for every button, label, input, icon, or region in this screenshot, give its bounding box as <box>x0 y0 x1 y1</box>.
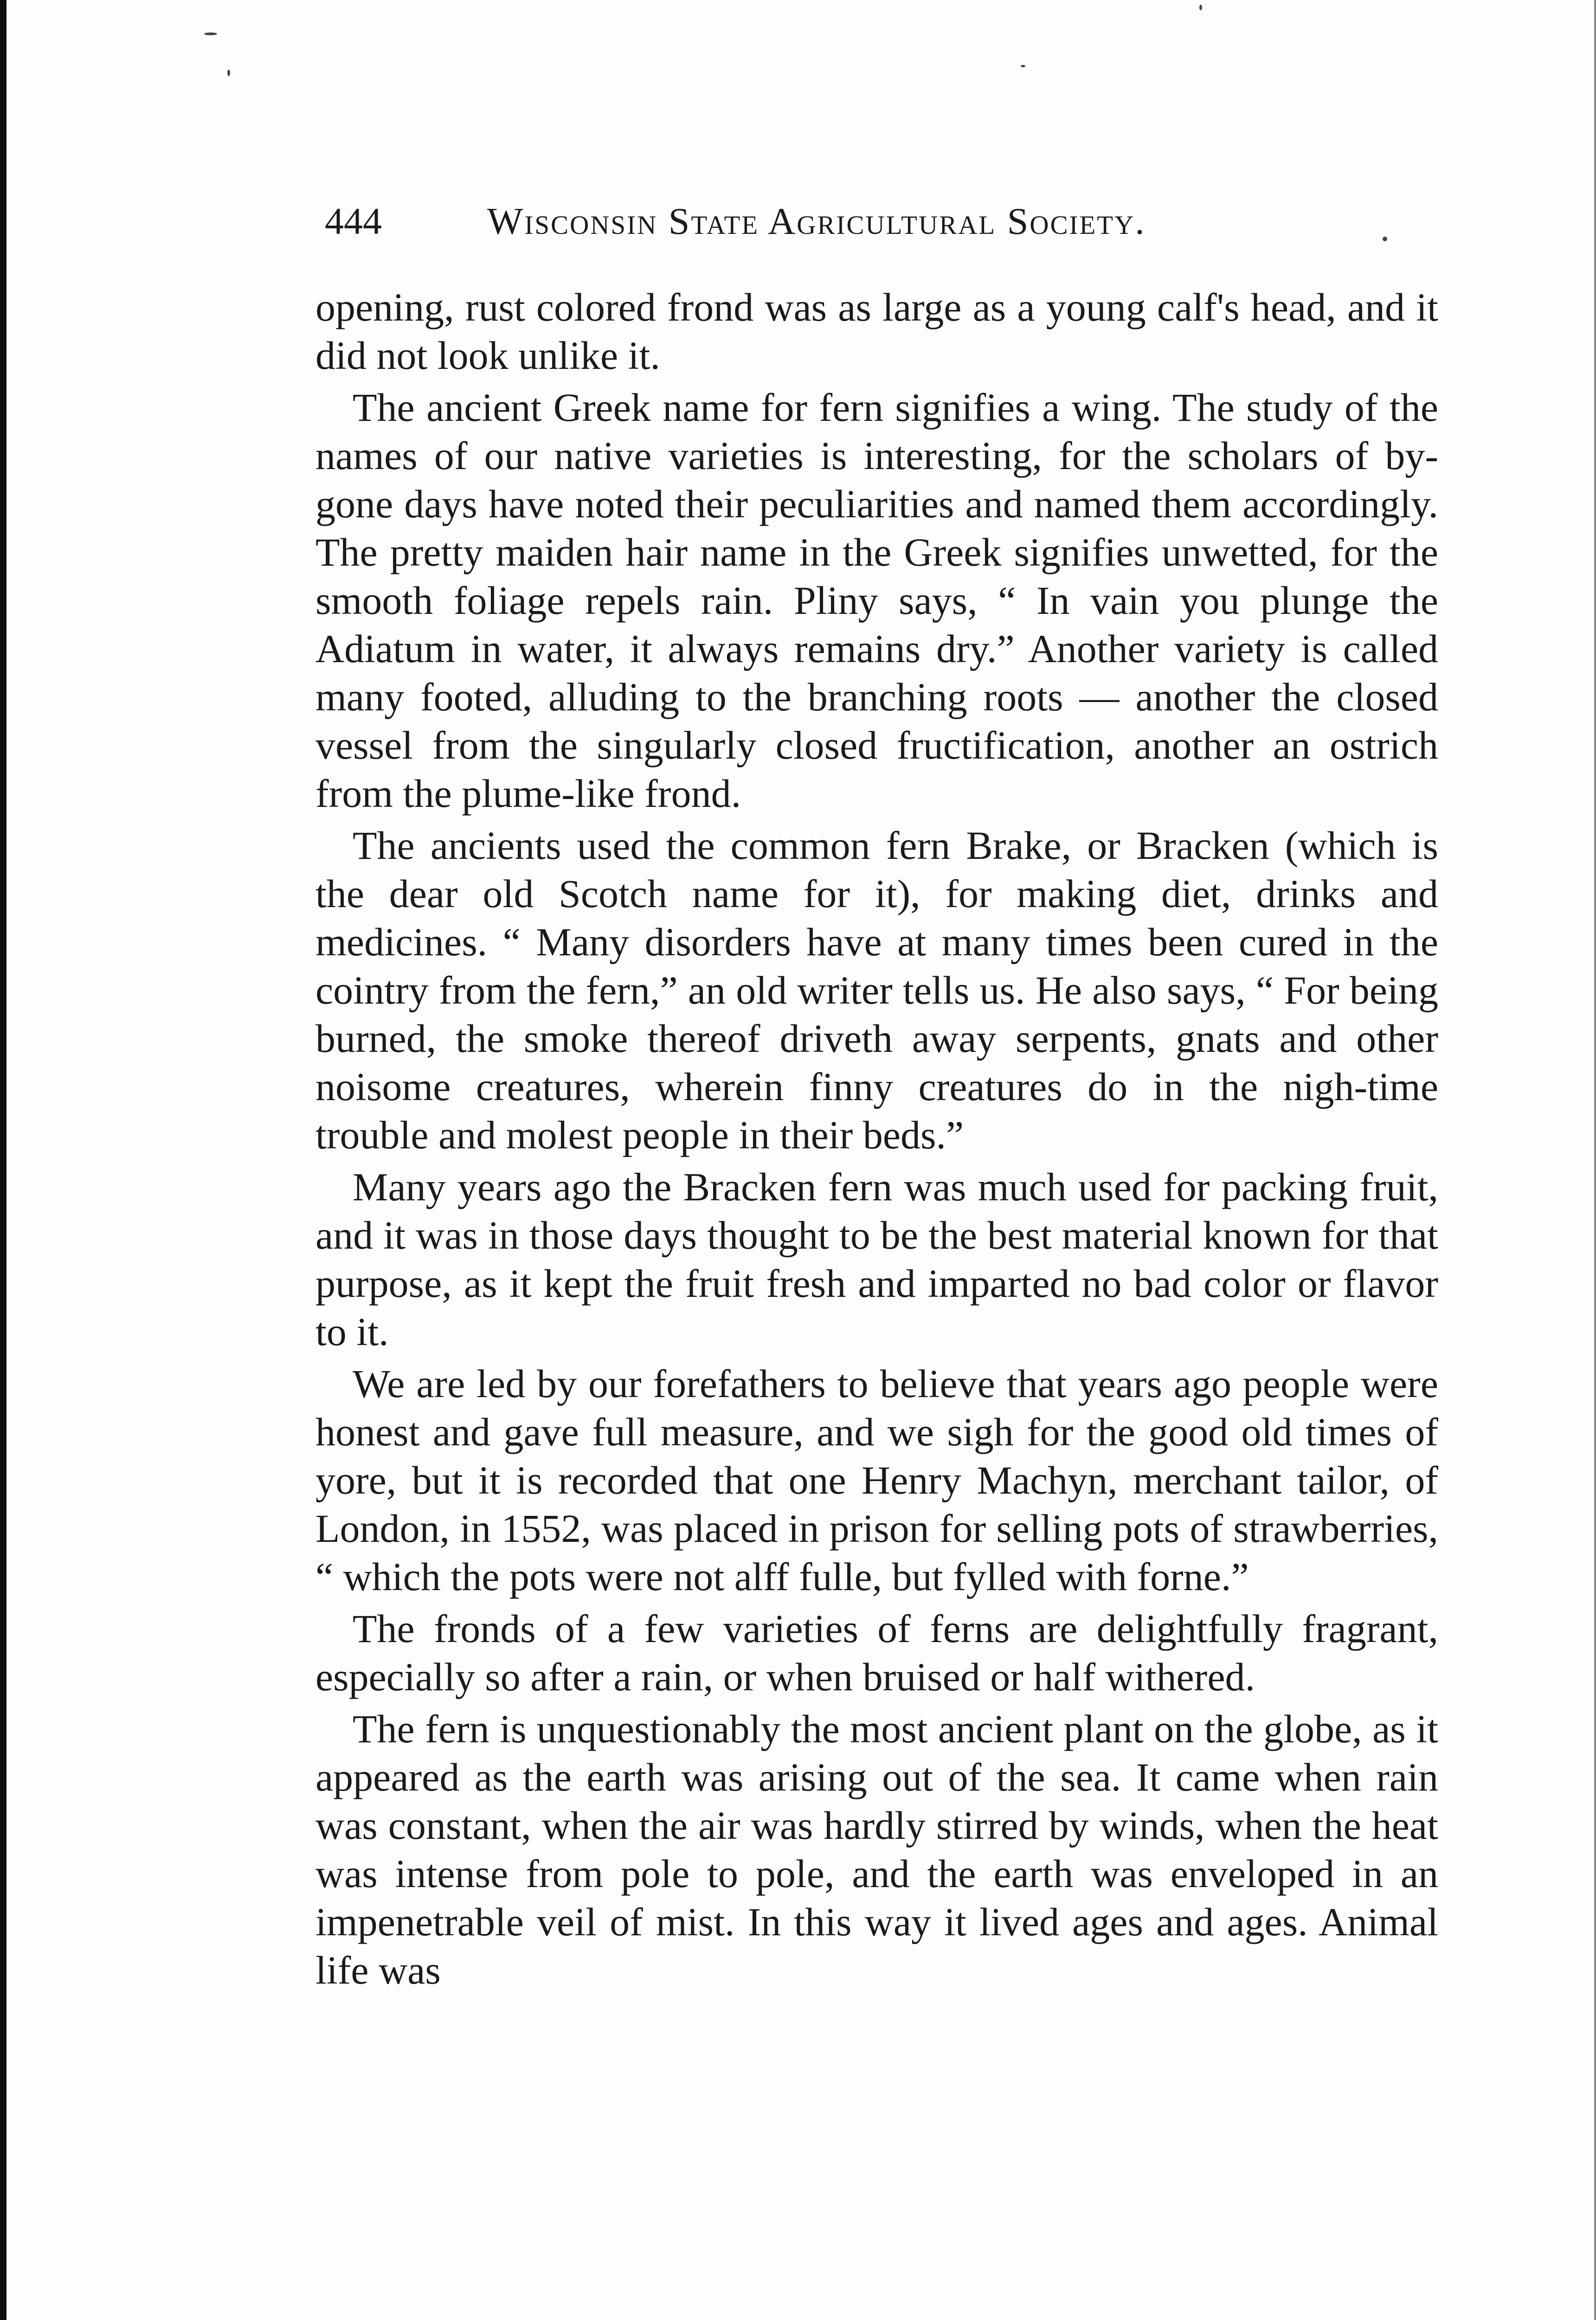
page-edge-left <box>0 0 6 2320</box>
running-header <box>325 200 1392 251</box>
scan-speck <box>1021 65 1025 67</box>
paragraph: The fronds of a few varieties of ferns are delightfully fragrant, especially so after a rain, or when bruised or half withered. <box>315 1606 1438 1699</box>
paragraph: opening, rust colored frond was as large as a young calf's head, and it did not look unlike it. <box>315 285 1438 378</box>
paragraph: We are led by our forefathers to believe that years ago people were honest and gave full measure, and we sigh for the good old times of yore, but it is recorded that one Henry Machyn, merchant tailor, of London, in 1552, was placed in prison for selling pots of strawberries, “ which the pots were not alff fulle, but fylled with forne.” <box>315 1361 1438 1599</box>
scan-speck <box>204 32 217 35</box>
body-text <box>315 283 1438 1998</box>
paragraph: Many years ago the Bracken fern was much used for packing fruit, and it was in those days thought to be the best material known for that purpose, as it kept the fruit fresh and imparted no bad color or flavor to it. <box>315 1165 1438 1354</box>
running-title: Wisconsin State Agricultural Society. <box>487 200 1146 242</box>
scan-speck <box>227 70 230 76</box>
scan-speck <box>1199 5 1202 10</box>
paragraph: The ancients used the common fern Brake, or Bracken (which is the dear old Scotch name for it), for making diet, drinks and medicines. “ Many disorders have at many times been cured in the cointry from the fern,” an old writer tells us. He also says, “ For being burned, the smoke thereof driveth away serpents, gnats and other noisome creatures, wherein finny creatures do in the nigh-time trouble and molest people in their beds.” <box>315 823 1438 1157</box>
paragraph: The fern is unquestionably the most ancient plant on the globe, as it appeared as the earth was arising out of the sea. It came when rain was constant, when the air was hardly stirred by winds, when the heat was intense from pole to pole, and the earth was enveloped in an impenetrable veil of mist. In this way it lived ages and ages. Animal life was <box>315 1707 1438 1992</box>
page-edge-right <box>1594 0 1596 2320</box>
paragraph: The ancient Greek name for fern signifies a wing. The study of the names of our native varieties is interesting, for the scholars of by-gone days have noted their peculiarities and named them accordingly. The pretty maiden hair name in the Greek signifies unwetted, for the smooth foliage repels rain. Pliny says, “ In vain you plunge the Adiatum in water, it always remains dry.” Another variety is called many footed, alluding to the branching roots — another the closed vessel from the singularly closed fructification, another an ostrich from the plume-like frond. <box>315 385 1438 816</box>
page-number: 444 <box>325 200 382 242</box>
